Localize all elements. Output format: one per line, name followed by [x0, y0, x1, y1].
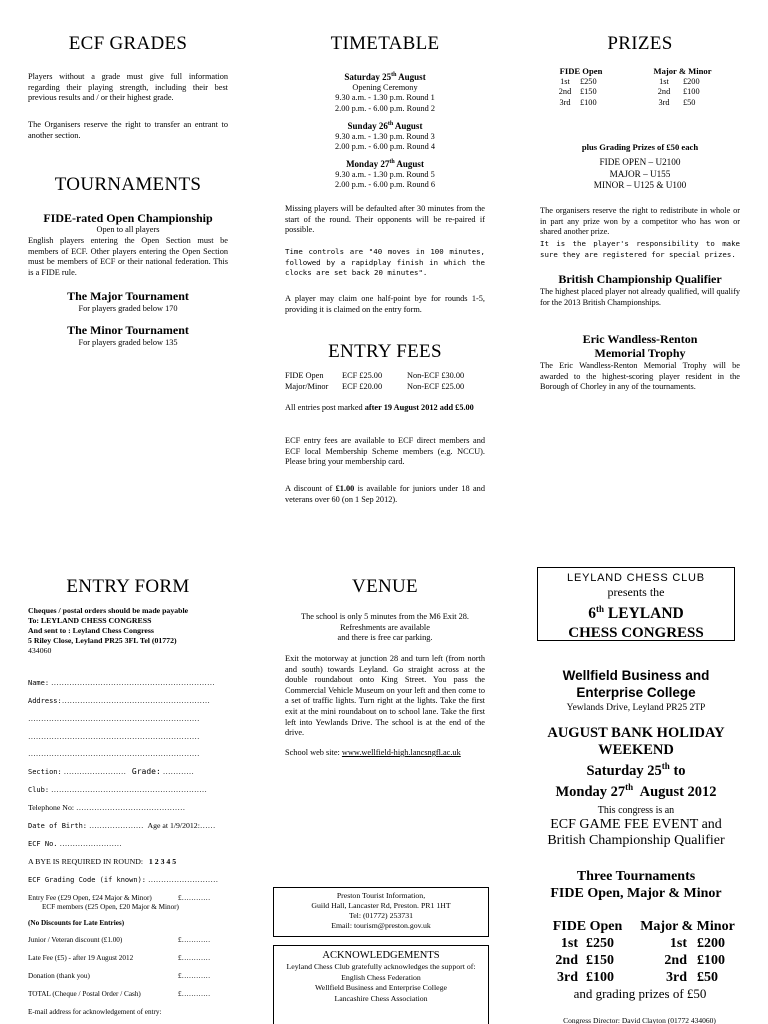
cover-prize-place: 3rd — [557, 970, 578, 985]
prize-amount: £50 — [683, 97, 696, 107]
telephone-field[interactable]: Telephone No: …………………………………… — [28, 803, 186, 812]
holiday-line: AUGUST BANK HOLIDAY — [547, 725, 725, 741]
prize-place: 1st — [560, 76, 570, 86]
club-field[interactable]: Club: …………………………………………………… — [28, 785, 207, 794]
venue-title: VENUE — [352, 576, 418, 597]
tournaments-title: TOURNAMENTS — [54, 174, 202, 195]
entry-fee-label-2: ECF members (£25 Open, £20 Major & Minor) — [42, 903, 179, 911]
fees-ecf: ECF £20.00 — [342, 381, 383, 391]
email-label: E-mail address for acknowledgement of entry: — [28, 1008, 162, 1016]
congress-director: Congress Director: David Clayton (01772 434060) — [563, 1016, 716, 1024]
college-name — [537, 668, 735, 701]
cover-prize-head-major: Major & Minor — [640, 919, 735, 934]
grading-prizes-list — [540, 157, 740, 192]
cover-grading-prizes: and grading prizes of £50 — [573, 986, 707, 1001]
fee-row[interactable]: Junior / Veteran discount (£1.00) £ ………… — [28, 936, 211, 944]
venue-intro — [285, 612, 485, 644]
pound-sign: £ — [178, 972, 182, 980]
bye-rounds[interactable]: 1 2 3 4 5 — [148, 857, 177, 866]
prize-place: 3rd — [658, 97, 670, 107]
pound-sign: £ — [178, 954, 182, 962]
ewr-title: Eric Wandless-Renton — [582, 332, 698, 346]
ewr-title-2: Memorial Trophy — [594, 346, 686, 360]
major-sub: For players graded below 170 — [78, 304, 178, 313]
address-field[interactable]: Address:………………………………………………… — [28, 696, 210, 705]
minor-title: The Minor Tournament — [67, 323, 189, 337]
cover-prize-amount: £50 — [697, 970, 718, 985]
ack-line: English Chess Federation — [341, 972, 421, 982]
open-championship-sub: Open to all players — [96, 225, 160, 234]
major-title: The Major Tournament — [67, 289, 189, 303]
prize-row — [550, 87, 612, 98]
three-tournaments — [537, 868, 735, 902]
sunday-block — [285, 119, 485, 153]
prize-row — [645, 98, 720, 109]
event-pre: This congress is an — [597, 805, 675, 816]
late-entry-text — [285, 403, 485, 414]
section-label: Section: — [28, 768, 62, 776]
presents-text: presents the — [607, 585, 665, 599]
grading-line: FIDE OPEN – U2100 — [599, 157, 681, 167]
section-grade-field[interactable]: Section: …………………… Grade: ………… — [28, 767, 194, 776]
fees-row — [285, 382, 485, 393]
responsibility-text: It is the player's responsibility to make sure they are registered for special prizes. — [540, 239, 740, 259]
cover-prize-place: 3rd — [666, 970, 687, 985]
club-name: LEYLAND CHESS CLUB — [567, 572, 705, 584]
open-championship-text: English players entering the Open Section must be members of ECF. Other players entering the Open Section must be members of ECF or their national federation. This is a FIDE rule. — [28, 236, 228, 277]
fees-table — [285, 371, 485, 392]
bcq-text: The highest placed player not already qualified, will qualify for the 2013 British Championships. — [540, 287, 740, 307]
no-discount-note: (No Discounts for Late Entries) — [28, 919, 125, 927]
pound-sign: £ — [178, 936, 182, 944]
pound-sign: £ — [178, 894, 182, 902]
website-label: School web site: — [285, 748, 342, 757]
saturday-title: Saturday 25th August — [344, 72, 426, 82]
grade-label: Grade: — [131, 767, 161, 776]
prize-amount: £150 — [580, 87, 597, 96]
prizes-major-head: Major & Minor — [653, 66, 712, 76]
cover-prize-place: 1st — [560, 936, 578, 951]
three-line: FIDE Open, Major & Minor — [550, 886, 722, 901]
discount-text — [285, 484, 485, 505]
tourist-line: Preston Tourist Information, — [336, 891, 426, 900]
cover-prize-amount: £100 — [586, 970, 614, 985]
address-label: Address: — [28, 697, 62, 705]
late-fee-label: Late Fee (£5) - after 19 August 2012 — [28, 954, 134, 962]
saturday-line: 2.00 p.m. - 6.00 p.m. Round 2 — [334, 103, 436, 113]
fees-ecf: ECF £25.00 — [342, 371, 383, 380]
time-controls-text: Time controls are "40 moves in 100 minutes, followed by a rapidplay finish in which the clocks are set back 20 minutes". — [285, 247, 485, 278]
ecf-fees-text: ECF entry fees are available to ECF direct members and ECF local Membership Scheme members (e.g. NCCU). Please bring your membership card. — [285, 436, 485, 467]
venue-line: Refreshments are available — [340, 622, 430, 632]
saturday-line: Opening Ceremony — [352, 82, 418, 92]
entry-fees-title: ENTRY FEES — [328, 341, 442, 362]
event-line: ECF GAME FEE EVENT and — [550, 817, 722, 832]
form-header-line: 434060 — [28, 646, 52, 655]
cover-prize-amount: £200 — [697, 936, 725, 951]
venue-line: The school is only 5 minutes from the M6 Exit 28. — [301, 612, 469, 621]
age-label: Age at 1/9/2012: — [147, 821, 200, 830]
donation-label: Donation (thank you) — [28, 972, 90, 980]
prize-amount: £100 — [580, 97, 597, 107]
prize-amount: £250 — [580, 76, 597, 86]
tourist-info-box — [273, 887, 489, 937]
discount-pre: A discount of — [285, 484, 336, 493]
cover-prizes — [540, 918, 740, 1001]
fee-row[interactable]: Donation (thank you) £ ………… — [28, 972, 211, 980]
prizes-major-table — [645, 66, 720, 108]
missing-players-text: Missing players will be defaulted after 30 minutes from the start of the round. Their opponents will be re-paired if possible. — [285, 204, 485, 235]
college-line: Wellfield Business and — [562, 668, 710, 683]
tourist-line[interactable]: Email: tourism@preston.gov.uk — [331, 921, 431, 930]
grading-prizes-head: plus Grading Prizes of £50 each — [581, 142, 699, 152]
fees-non-ecf: Non-ECF £30.00 — [407, 371, 465, 380]
ack-line: Lancashire Chess Association — [334, 993, 428, 1003]
tourist-line: Guild Hall, Lancaster Rd, Preston. PR1 1HT — [311, 901, 451, 910]
cover-prize-row — [540, 969, 740, 986]
junior-label: Junior / Veteran discount (£1.00) — [28, 936, 123, 944]
bcq-title: British Championship Qualifier — [558, 272, 722, 286]
grades-text-1: Players without a grade must give full information regarding their playing strength, including their best previous results and / or their highest grade. — [28, 72, 228, 103]
prize-place: 2nd — [657, 87, 671, 96]
tourist-line: Tel: (01772) 253731 — [349, 911, 413, 920]
acknowledgements-box — [273, 945, 489, 1024]
fee-calculation — [28, 894, 243, 1017]
grades-title: ECF GRADES — [68, 33, 188, 54]
pound-sign: £ — [178, 990, 182, 998]
ewr-text: The Eric Wandless-Renton Memorial Trophy will be awarded to the highest-scoring player resident in the Borough of Chorley in any of the tournaments. — [540, 361, 740, 392]
prize-amount: £200 — [683, 76, 700, 86]
saturday-block — [285, 70, 485, 114]
total-label: TOTAL (Cheque / Postal Order / Cash) — [28, 990, 141, 998]
fee-row[interactable]: TOTAL (Cheque / Postal Order / Cash) £ ………… — [28, 990, 211, 998]
late-entry-pre: All entries post marked — [285, 403, 365, 412]
ack-line: Leyland Chess Club gratefully acknowledges the support of: — [286, 962, 476, 971]
discount-amount: £1.00 — [335, 484, 355, 493]
cover-prize-amount: £250 — [586, 936, 614, 951]
sunday-title: Sunday 26th August — [347, 121, 423, 131]
cover-prize-amount: £100 — [697, 953, 725, 968]
college-address: Yewlands Drive, Leyland PR25 2TP — [566, 703, 706, 713]
venue-directions: Exit the motorway at junction 28 and turn left (from north and south) towards Leyland. Go straight across at the double roundabout onto King Street. You pass the Commercial Vehicle Museum on your left and then come to a set of traffic lights. Turn right at the lights. Take the first exit at the mini roundabout on to school lane. Take the first left into Yewlands Drive. The school is at the end of the drive. — [285, 654, 485, 738]
entry-fee-label: Entry Fee (£29 Open, £24 Major & Minor) — [28, 894, 152, 902]
prizes-open-table — [550, 66, 612, 108]
grading-code-label: ECF Grading Code (if known): — [28, 876, 147, 884]
cover-prize-place: 1st — [669, 936, 687, 951]
venue-line: and there is free car parking. — [337, 633, 433, 642]
prize-row — [550, 77, 612, 88]
open-championship-title: FIDE-rated Open Championship — [43, 211, 213, 225]
monday-line: 2.00 p.m. - 6.00 p.m. Round 6 — [334, 180, 436, 189]
cover-prize-place: 2nd — [664, 953, 687, 968]
three-line: Three Tournaments — [576, 869, 696, 884]
grading-line: MINOR – U125 & U100 — [593, 180, 687, 190]
sunday-line: 9.30 a.m. - 1.30 p.m. Round 3 — [335, 131, 435, 141]
form-header-line: To: LEYLAND CHESS CONGRESS — [28, 616, 152, 625]
congress-title-2: CHESS CONGRESS — [568, 625, 704, 642]
grading-code-field[interactable]: ECF Grading Code (if known): ……………………… — [28, 875, 219, 884]
cover-prize-place: 2nd — [555, 953, 578, 968]
redistribute-text: The organisers reserve the right to redistribute in whole or in part any prize won by a competitor who has won or shared another prize. — [540, 206, 740, 237]
fee-row: Entry Fee (£29 Open, £24 Major & Minor) £ ………… — [28, 894, 211, 902]
form-header-line: 5 Riley Close, Leyland PR25 3FL Tel (01772) — [28, 636, 177, 645]
club-label: Club: — [28, 786, 50, 794]
prize-row — [645, 77, 720, 88]
monday-line: 9.30 a.m. - 1.30 p.m. Round 5 — [335, 169, 435, 179]
address-line-2[interactable]: ………………………………………………………… — [28, 714, 200, 723]
fee-row[interactable]: Late Fee (£5) - after 19 August 2012 £ ………… — [28, 954, 211, 962]
school-website — [285, 748, 495, 757]
fees-section: FIDE Open — [285, 371, 324, 380]
event-block — [537, 805, 735, 849]
prize-place: 2nd — [558, 87, 572, 96]
cover-prize-head-open: FIDE Open — [552, 919, 623, 934]
prizes-title: PRIZES — [607, 33, 673, 54]
telephone-label: Telephone No: — [28, 803, 75, 812]
address-line-4[interactable]: ………………………………………………………… — [28, 749, 200, 758]
form-header-line: And sent to : Leyland Chess Congress — [28, 626, 154, 635]
cover-prize-amount: £150 — [586, 953, 614, 968]
prize-row — [550, 98, 612, 109]
grades-text-2: The Organisers reserve the right to transfer an entrant to another section. — [28, 120, 228, 140]
fees-row — [285, 371, 485, 382]
cover-prize-head — [540, 918, 740, 935]
entry-form-title: ENTRY FORM — [66, 576, 190, 597]
ack-line: Wellfield Business and Enterprise College — [315, 983, 447, 992]
prize-row — [645, 87, 720, 98]
prize-place: 3rd — [559, 97, 571, 107]
name-field[interactable]: Name: ……………………………………………………… — [28, 678, 215, 687]
address-line-3[interactable]: ………………………………………………………… — [28, 732, 200, 741]
monday-block — [285, 157, 485, 191]
monday-title: Monday 27th August — [346, 159, 424, 169]
prize-amount: £100 — [683, 87, 700, 96]
grading-line: MAJOR – U155 — [609, 168, 671, 179]
fees-section: Major/Minor — [285, 381, 329, 391]
late-entry-bold: after 19 August 2012 add £5.00 — [364, 403, 474, 412]
holiday-line: WEEKEND — [598, 741, 674, 758]
prize-place: 1st — [659, 76, 669, 86]
ecf-no-label: ECF No. — [28, 840, 58, 848]
holiday-block — [537, 725, 735, 801]
cover-title-box — [537, 567, 735, 641]
dates-line-2: Monday 27th August 2012 — [555, 782, 717, 801]
ecf-no-field[interactable]: ECF No. …………………… — [28, 839, 122, 848]
timetable-title: TIMETABLE — [330, 33, 440, 54]
sunday-line: 2.00 p.m. - 6.00 p.m. Round 4 — [334, 142, 436, 151]
dates-line-1: Saturday 25th to — [586, 761, 686, 779]
fees-non-ecf: Non-ECF £25.00 — [407, 381, 465, 391]
cover-prize-row — [540, 952, 740, 969]
saturday-line: 9.30 a.m. - 1.30 p.m. Round 1 — [335, 93, 435, 102]
cover-prize-row — [540, 935, 740, 952]
congress-title-1: 6th LEYLAND — [588, 604, 684, 623]
bye-field[interactable] — [28, 857, 238, 866]
website-link[interactable]: www.wellfield-high.lancsngfl.ac.uk — [341, 748, 461, 757]
form-header-line: Cheques / postal orders should be made payable — [28, 606, 189, 615]
name-label: Name: — [28, 679, 50, 687]
bye-label: A BYE IS REQUIRED IN ROUND: — [28, 857, 144, 866]
prizes-open-head: FIDE Open — [559, 66, 603, 76]
dob-field[interactable]: Date of Birth: ………………… Age at 1/9/2012:…… — [28, 821, 216, 830]
dob-label: Date of Birth: — [28, 822, 88, 830]
form-header — [28, 606, 243, 656]
minor-sub: For players graded below 135 — [78, 338, 178, 347]
acknowledgements-title: ACKNOWLEDGEMENTS — [322, 950, 440, 961]
bye-text: A player may claim one half-point bye for rounds 1-5, providing it is claimed on the entry form. — [285, 294, 485, 314]
college-line: Enterprise College — [576, 684, 696, 700]
event-line: British Championship Qualifier — [547, 833, 725, 848]
discount-post: is available for juniors under 18 and veterans over 60 (on 1 Sep 2012). — [285, 484, 485, 504]
